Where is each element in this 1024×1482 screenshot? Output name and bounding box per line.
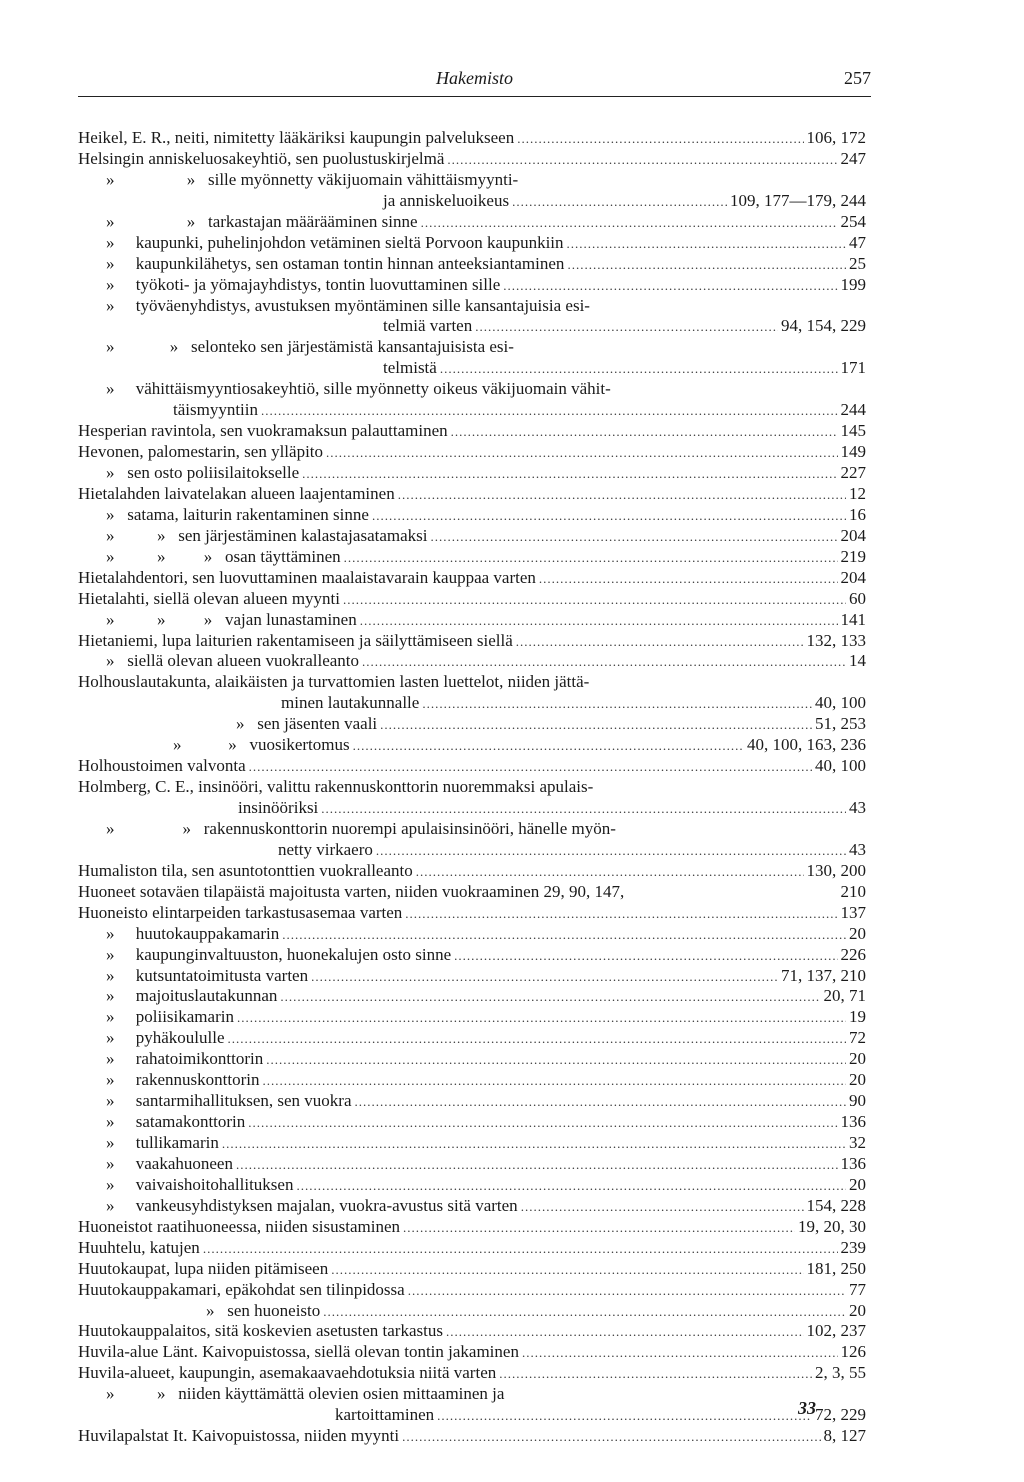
entry-pages: 77 — [849, 1279, 866, 1299]
entry-pages: 90 — [849, 1091, 866, 1111]
dot-leader — [282, 925, 846, 946]
entry-text: Helsingin anniskeluosakeyhtiö, sen puolustuskirjelmä — [78, 148, 445, 168]
dot-leader — [376, 841, 846, 862]
index-entry — [78, 777, 866, 798]
entry-text: » majoituslautakunnan — [106, 986, 278, 1006]
entry-text: » » sille myönnetty väkijuomain vähittäismyynti- — [106, 169, 519, 189]
dot-leader — [326, 443, 837, 464]
entry-pages: 239 — [840, 1237, 866, 1257]
entry-text: Huvilapalstat It. Kaivopuistossa, niiden myynti — [78, 1426, 400, 1446]
dot-leader — [512, 192, 727, 213]
dot-leader — [517, 129, 803, 150]
dot-leader — [228, 1029, 846, 1050]
page-header — [78, 68, 871, 97]
entry-text: » työväenyhdistys, avustuksen myöntäminen sille kansantajuisia esi- — [106, 295, 590, 315]
dot-leader — [262, 1071, 846, 1092]
entry-pages: 72 — [849, 1028, 866, 1048]
entry-pages: 20 — [849, 1070, 866, 1090]
entry-pages: 72, 229 — [815, 1405, 866, 1425]
index-entry — [78, 1259, 866, 1280]
entry-text: Hietaniemi, lupa laiturien rakentamiseen ja säilyttämiseen siellä — [78, 630, 513, 650]
index-entry — [78, 505, 866, 526]
entry-text: Hietalahdentori, sen luovuttaminen maalaistavarain kauppaa varten — [78, 567, 536, 587]
entry-text: » » » osan täyttäminen — [106, 546, 341, 566]
dot-leader — [323, 1302, 846, 1323]
dot-leader — [222, 1134, 846, 1155]
index-entry — [78, 651, 866, 672]
index-entry — [78, 568, 866, 589]
dot-leader — [266, 1050, 846, 1071]
dot-leader — [360, 611, 838, 632]
entry-pages: 16 — [849, 504, 866, 524]
dot-leader — [567, 255, 846, 276]
entry-text: » sen huoneisto — [206, 1300, 321, 1320]
index-entry — [78, 986, 866, 1007]
entry-pages: 19 — [849, 1007, 866, 1027]
entry-text: » sen jäsenten vaali — [236, 714, 378, 734]
entry-text: telmiä varten — [383, 316, 473, 336]
index-entry — [78, 170, 866, 191]
entry-text: » » selonteko sen järjestämistä kansantajuisista esi- — [106, 337, 514, 357]
index-entry — [78, 1217, 866, 1238]
entry-text: Huutokauppakamari, epäkohdat sen tilinpidossa — [78, 1279, 405, 1299]
entry-pages: 141 — [840, 609, 866, 629]
dot-leader — [237, 1008, 846, 1029]
entry-text: täismyyntiin — [173, 400, 258, 420]
index-entry — [78, 1112, 866, 1133]
index-entry — [78, 1070, 866, 1091]
entry-pages: 204 — [840, 525, 866, 545]
dot-leader — [422, 694, 812, 715]
entry-pages: 126 — [840, 1342, 866, 1362]
entry-pages: 106, 172 — [806, 128, 866, 147]
entry-text: Holmberg, C. E., insinööri, valittu rakennuskonttorin nuoremmaksi apulais- — [78, 777, 594, 797]
entry-text: » huutokauppakamarin — [106, 923, 280, 943]
entry-text: » kaupunki, puhelinjohdon vetäminen sieltä Porvoon kaupunkiin — [106, 232, 564, 252]
signature-mark: 33 — [798, 1398, 816, 1418]
page-title: Hakemisto — [436, 68, 513, 88]
index-entry — [78, 1363, 866, 1384]
index-entry — [78, 316, 866, 337]
entry-text: » tullikamarin — [106, 1133, 219, 1152]
dot-leader — [446, 1322, 804, 1343]
dot-leader — [302, 464, 837, 485]
entry-pages: 2, 3, 55 — [815, 1363, 866, 1383]
entry-pages: 8, 127 — [823, 1426, 866, 1446]
entry-pages: 32 — [849, 1133, 866, 1152]
index-entry — [78, 442, 866, 463]
entry-pages: 254 — [840, 211, 866, 231]
dot-leader — [431, 527, 838, 548]
dot-leader — [402, 1427, 820, 1448]
index-entry — [78, 1196, 866, 1217]
index-entry — [78, 1133, 866, 1154]
index-entry — [78, 1384, 866, 1405]
index-list — [78, 128, 866, 1447]
dot-leader — [355, 1092, 846, 1113]
entry-pages: 60 — [849, 588, 866, 608]
entry-pages: 51, 253 — [815, 714, 866, 734]
dot-leader — [311, 967, 778, 988]
index-entry — [78, 233, 866, 254]
index-entry — [78, 735, 866, 756]
index-entry — [78, 1405, 866, 1426]
entry-pages: 137 — [840, 902, 866, 922]
index-entry — [78, 484, 866, 505]
index-entry — [78, 903, 866, 924]
entry-text: Holhouslautakunta, alaikäisten ja turvattomien lasten luettelot, niiden jättä- — [78, 672, 590, 692]
entry-pages: 227 — [840, 463, 866, 482]
entry-text: » vankeusyhdistyksen majalan, vuokra-avustus sitä varten — [106, 1195, 518, 1215]
index-entry — [78, 337, 866, 358]
index-entry — [78, 1049, 866, 1070]
entry-text: » rakennuskonttorin — [106, 1070, 260, 1090]
index-entry — [78, 547, 866, 568]
entry-pages: 219 — [840, 546, 866, 566]
entry-text: Heikel, E. R., neiti, nimitetty lääkäriksi kaupungin palvelukseen — [78, 128, 515, 147]
entry-text: Huvila-alue Länt. Kaivopuistossa, siellä olevan tontin jakaminen — [78, 1342, 519, 1362]
entry-text: telmistä — [383, 358, 437, 378]
entry-pages: 43 — [849, 798, 866, 817]
dot-leader — [261, 401, 838, 422]
index-entry — [78, 1280, 866, 1301]
entry-pages: 20 — [849, 1174, 866, 1194]
dot-leader — [249, 757, 812, 778]
dot-leader — [440, 359, 838, 380]
index-entry — [78, 924, 866, 945]
index-entry — [78, 254, 866, 275]
entry-text: » santarmihallituksen, sen vuokra — [106, 1091, 352, 1111]
entry-text: » kaupunginvaltuuston, huonekalujen osto sinne — [106, 944, 452, 964]
dot-leader — [362, 652, 846, 673]
index-entry — [78, 1342, 866, 1363]
entry-pages: 109, 177—179, 244 — [730, 190, 866, 210]
index-entry — [78, 1238, 866, 1259]
entry-text: insinööriksi — [238, 798, 319, 817]
dot-leader — [516, 632, 804, 653]
entry-pages: 20, 71 — [823, 986, 866, 1006]
entry-text: » pyhäkoululle — [106, 1028, 225, 1048]
entry-pages: 47 — [849, 232, 866, 252]
dot-leader — [437, 1406, 812, 1427]
dot-leader — [403, 1218, 795, 1239]
entry-text: Huoneet sotaväen tilapäistä majoitusta varten, niiden vuokraaminen 29, 90, 147, — [78, 881, 625, 901]
entry-pages: 132, 133 — [806, 630, 866, 650]
entry-text: » » niiden käyttämättä olevien osien mittaaminen ja — [106, 1384, 505, 1404]
index-entry — [78, 819, 866, 840]
entry-text: » kaupunkilähetys, sen ostaman tontin hinnan anteeksiantaminen — [106, 253, 565, 273]
dot-leader — [380, 715, 812, 736]
index-entry — [78, 589, 866, 610]
entry-pages: 71, 137, 210 — [781, 965, 866, 985]
entry-text: » poliisikamarin — [106, 1007, 234, 1027]
index-entry — [78, 1301, 866, 1322]
index-entry — [78, 1154, 866, 1175]
index-entry — [78, 421, 866, 442]
dot-leader — [398, 485, 846, 506]
entry-pages: 181, 250 — [806, 1258, 866, 1278]
entry-pages: 25 — [849, 253, 866, 273]
dot-leader — [203, 1239, 838, 1260]
entry-pages: 199 — [840, 274, 866, 294]
dot-leader — [372, 506, 846, 527]
dot-leader — [248, 1113, 837, 1134]
dot-leader — [344, 548, 838, 569]
entry-pages: 204 — [840, 567, 866, 587]
index-entry — [78, 358, 866, 379]
entry-pages: 40, 100, 163, 236 — [747, 735, 866, 755]
dot-leader — [451, 422, 838, 443]
entry-text: Huuhtelu, katujen — [78, 1237, 200, 1257]
dot-leader — [343, 590, 846, 611]
page-number: 257 — [844, 68, 871, 88]
dot-leader — [421, 213, 838, 234]
dot-leader — [408, 1281, 846, 1302]
entry-text: » vaakahuoneen — [106, 1153, 233, 1173]
dot-leader — [539, 569, 838, 590]
entry-pages: 20 — [849, 1049, 866, 1069]
dot-leader — [522, 1343, 838, 1364]
dot-leader — [405, 904, 837, 925]
dot-leader — [475, 317, 778, 338]
entry-text: » vähittäismyyntiosakeyhtiö, sille myönnetty oikeus väkijuomain vähit- — [106, 379, 611, 399]
entry-pages: 171 — [840, 358, 866, 378]
entry-text: » » tarkastajan määrääminen sinne — [106, 211, 418, 231]
entry-text: » työkoti- ja yömajayhdistys, tontin luovuttaminen sille — [106, 274, 501, 294]
entry-text: » » » vajan lunastaminen — [106, 609, 357, 629]
index-entry — [78, 191, 866, 212]
entry-text: Hietalahden laivatelakan alueen laajentaminen — [78, 483, 395, 503]
index-entry — [78, 714, 866, 735]
index-entry — [78, 610, 866, 631]
entry-text: Hevonen, palomestarin, sen ylläpito — [78, 442, 324, 462]
dot-leader — [521, 1197, 804, 1218]
entry-text: Huutokaupat, lupa niiden pitämiseen — [78, 1258, 329, 1278]
index-entry — [78, 1426, 866, 1447]
entry-text: » » vuosikertomus — [173, 735, 350, 755]
dot-leader — [447, 150, 837, 171]
dot-leader — [454, 946, 837, 967]
entry-text: Huutokauppalaitos, sitä koskevien asetusten tarkastus — [78, 1321, 443, 1341]
index-entry — [78, 631, 866, 652]
entry-text: Humaliston tila, sen asuntotonttien vuokralleanto — [78, 860, 413, 880]
entry-pages: 145 — [840, 421, 866, 441]
entry-pages: 14 — [849, 651, 866, 671]
entry-pages: 40, 100 — [815, 756, 866, 776]
entry-text: ja anniskeluoikeus — [383, 190, 510, 210]
index-entry — [78, 840, 866, 861]
entry-pages: 130, 200 — [806, 860, 866, 880]
index-entry — [78, 1028, 866, 1049]
entry-text: netty virkaero — [278, 839, 373, 859]
index-entry — [78, 128, 866, 149]
entry-text: kartoittaminen — [335, 1405, 435, 1425]
dot-leader — [567, 234, 846, 255]
entry-text: » siellä olevan alueen vuokralleanto — [106, 651, 360, 671]
index-entry — [78, 861, 866, 882]
entry-pages: 94, 154, 229 — [781, 316, 866, 336]
dot-leader — [503, 276, 837, 297]
index-entry — [78, 966, 866, 987]
entry-pages: 19, 20, 30 — [798, 1216, 866, 1236]
dot-leader — [280, 987, 820, 1008]
index-entry — [78, 1007, 866, 1028]
entry-text: » sen osto poliisilaitokselle — [106, 463, 300, 482]
entry-pages: 136 — [840, 1112, 866, 1132]
index-entry — [78, 212, 866, 233]
dot-leader — [331, 1260, 803, 1281]
entry-text: » kutsuntatoimitusta varten — [106, 965, 309, 985]
index-entry — [78, 526, 866, 547]
entry-text: Huoneisto elintarpeiden tarkastusasemaa varten — [78, 902, 403, 922]
entry-pages: 20 — [849, 923, 866, 943]
entry-text: » satama, laiturin rakentaminen sinne — [106, 504, 369, 524]
entry-pages: 149 — [840, 442, 866, 462]
entry-text: Holhoustoimen valvonta — [78, 756, 246, 776]
index-entry — [78, 882, 866, 903]
index-entry — [78, 296, 866, 317]
entry-pages: 244 — [840, 400, 866, 420]
index-entry — [78, 463, 866, 484]
entry-pages: 40, 100 — [815, 693, 866, 713]
index-entry — [78, 693, 866, 714]
entry-pages: 102, 237 — [806, 1321, 866, 1341]
entry-text: » » rakennuskonttorin nuorempi apulaisinsinööri, hänelle myön- — [106, 818, 616, 838]
index-entry — [78, 672, 866, 693]
entry-text: minen lautakunnalle — [281, 693, 420, 713]
index-entry — [78, 400, 866, 421]
dot-leader — [236, 1155, 838, 1176]
index-entry — [78, 149, 866, 170]
entry-text: » vaivaishoitohallituksen — [106, 1174, 294, 1194]
entry-pages: 154, 228 — [806, 1195, 866, 1215]
entry-pages: 210 — [840, 881, 866, 901]
dot-leader — [499, 1364, 812, 1385]
index-entry — [78, 379, 866, 400]
entry-text: » » sen järjestäminen kalastajasatamaksi — [106, 525, 428, 545]
index-entry — [78, 945, 866, 966]
index-entry — [78, 1091, 866, 1112]
entry-pages: 226 — [840, 944, 866, 964]
dot-leader — [321, 799, 846, 820]
entry-text: Hesperian ravintola, sen vuokramaksun palauttaminen — [78, 421, 448, 441]
entry-pages: 12 — [849, 483, 866, 503]
index-entry — [78, 275, 866, 296]
entry-text: » satamakonttorin — [106, 1112, 246, 1132]
dot-leader — [296, 1176, 846, 1197]
entry-text: Huvila-alueet, kaupungin, asemakaavaehdotuksia niitä varten — [78, 1363, 497, 1383]
index-entry — [78, 1175, 866, 1196]
index-entry — [78, 798, 866, 819]
entry-text: Huoneistot raatihuoneessa, niiden sisustaminen — [78, 1216, 400, 1236]
index-entry — [78, 756, 866, 777]
entry-pages: 136 — [840, 1153, 866, 1173]
index-entry — [78, 1321, 866, 1342]
entry-text: Hietalahti, siellä olevan alueen myynti — [78, 588, 340, 608]
entry-pages: 20 — [849, 1300, 866, 1320]
entry-text: » rahatoimikonttorin — [106, 1049, 264, 1069]
entry-pages: 43 — [849, 839, 866, 859]
entry-pages: 247 — [840, 148, 866, 168]
dot-leader — [353, 736, 744, 757]
dot-leader — [416, 862, 804, 883]
